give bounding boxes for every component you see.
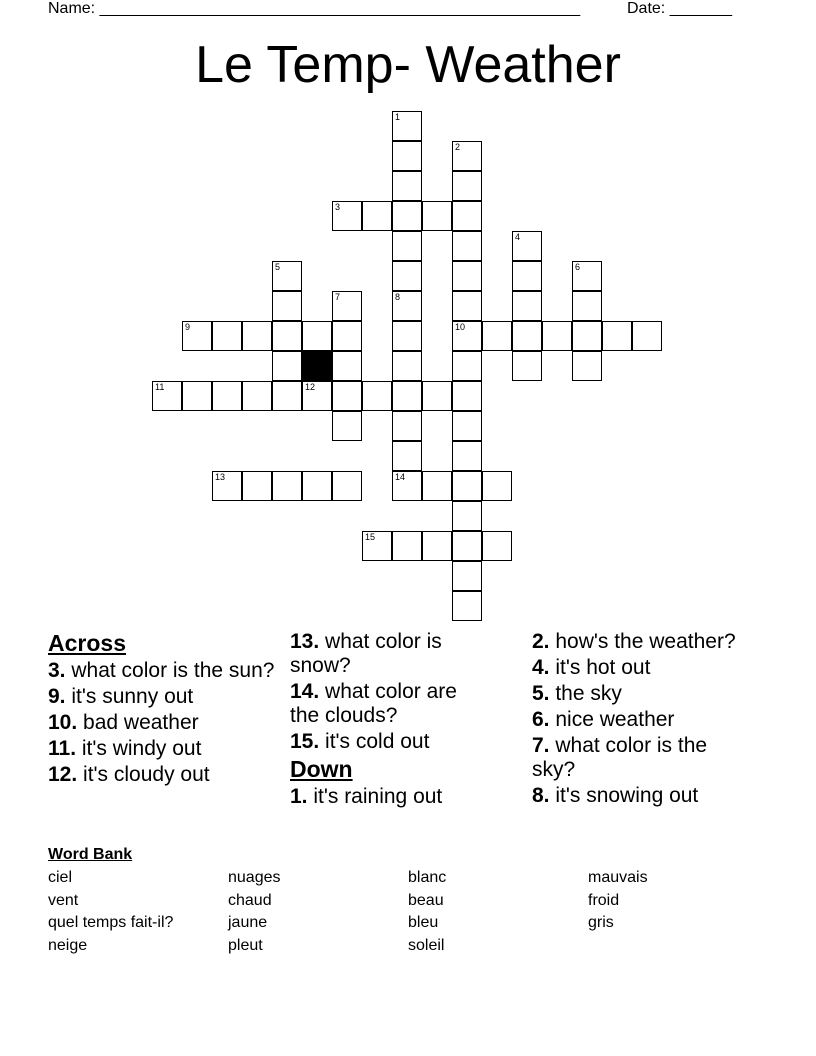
word-bank-word: jaune — [228, 914, 268, 931]
cell-number: 5 — [275, 262, 281, 272]
grid-cell[interactable] — [452, 471, 482, 501]
grid-cell[interactable] — [212, 321, 242, 351]
across-heading: Across — [48, 630, 126, 656]
grid-cell[interactable] — [272, 381, 302, 411]
across-clue-10: 10. bad weather — [48, 711, 199, 734]
name-line: Name: ______________________________________________________ — [48, 0, 581, 17]
grid-cell[interactable] — [212, 471, 242, 501]
word-bank-word: neige — [48, 937, 88, 954]
grid-cell[interactable] — [332, 411, 362, 441]
grid-cell[interactable] — [602, 321, 632, 351]
grid-cell[interactable] — [452, 231, 482, 261]
cell-number: 12 — [305, 382, 316, 392]
word-bank-word: bleu — [408, 914, 439, 931]
down-heading: Down — [290, 756, 353, 782]
page-title: Le Temp- Weather — [195, 36, 621, 94]
grid-cell[interactable] — [392, 381, 422, 411]
word-bank-word: nuages — [228, 869, 281, 886]
grid-cell[interactable] — [242, 471, 272, 501]
grid-cell[interactable] — [272, 351, 302, 381]
word-bank-word: vent — [48, 892, 79, 909]
grid-cell[interactable] — [242, 381, 272, 411]
grid-cell[interactable] — [452, 381, 482, 411]
cell-number: 13 — [215, 472, 226, 482]
grid-cell[interactable] — [302, 381, 332, 411]
across-clue-13: 13. what color is snow? — [290, 630, 442, 677]
grid-cell[interactable] — [182, 321, 212, 351]
grid-cell[interactable] — [452, 411, 482, 441]
grid-cell[interactable] — [272, 471, 302, 501]
down-clue-2: 2. how's the weather? — [532, 630, 736, 653]
grid-cell[interactable] — [452, 351, 482, 381]
cell-number: 15 — [365, 532, 376, 542]
grid-cell[interactable] — [392, 111, 422, 141]
word-bank-word: blanc — [408, 869, 447, 886]
grid-cell[interactable] — [392, 171, 422, 201]
down-clue-5: 5. the sky — [532, 682, 622, 705]
grid-cell[interactable] — [482, 531, 512, 561]
grid-cell[interactable] — [302, 321, 332, 351]
cell-number: 14 — [395, 472, 406, 482]
grid-cell[interactable] — [272, 291, 302, 321]
grid-cell[interactable] — [212, 381, 242, 411]
grid-cell[interactable] — [452, 591, 482, 621]
grid-cell[interactable] — [452, 171, 482, 201]
grid-cell[interactable] — [272, 261, 302, 291]
grid-cell[interactable] — [392, 261, 422, 291]
grid-cell[interactable] — [572, 261, 602, 291]
cell-number: 6 — [575, 262, 581, 272]
date-line: Date: _______ — [627, 0, 732, 17]
across-clue-11: 11. it's windy out — [48, 737, 202, 760]
across-clue-15: 15. it's cold out — [290, 730, 430, 753]
grid-cell[interactable] — [452, 561, 482, 591]
down-clue-6: 6. nice weather — [532, 708, 675, 731]
clue-column-3 — [532, 630, 752, 810]
grid-cell[interactable] — [482, 321, 512, 351]
grid-cell[interactable] — [452, 531, 482, 561]
grid-cell[interactable] — [362, 531, 392, 561]
grid-block — [302, 351, 332, 381]
grid-cell[interactable] — [452, 321, 482, 351]
down-clue-7: 7. what color is the sky? — [532, 734, 708, 781]
word-bank-word: ciel — [48, 869, 73, 886]
grid-cell[interactable] — [482, 471, 512, 501]
grid-cell[interactable] — [272, 321, 302, 351]
word-bank-word: chaud — [228, 892, 272, 909]
word-bank-title: Word Bank — [48, 846, 133, 863]
grid-cell[interactable] — [392, 471, 422, 501]
grid-cell[interactable] — [302, 471, 332, 501]
grid-cell[interactable] — [332, 351, 362, 381]
cell-number: 2 — [455, 142, 461, 152]
cell-number: 3 — [335, 202, 341, 212]
cell-number: 7 — [335, 292, 341, 302]
grid-cell[interactable] — [362, 201, 392, 231]
word-bank-word: gris — [588, 914, 614, 931]
grid-cell[interactable] — [422, 381, 452, 411]
cell-number: 1 — [395, 112, 401, 122]
grid-cell[interactable] — [512, 351, 542, 381]
across-clue-14: 14. what color are the clouds? — [290, 680, 457, 727]
grid-cell[interactable] — [392, 321, 422, 351]
grid-cell[interactable] — [332, 471, 362, 501]
grid-cell[interactable] — [422, 531, 452, 561]
grid-cell[interactable] — [392, 291, 422, 321]
grid-cell[interactable] — [512, 231, 542, 261]
grid-cell[interactable] — [572, 321, 602, 351]
grid-cell[interactable] — [452, 201, 482, 231]
grid-cell[interactable] — [392, 351, 422, 381]
clue-column-1 — [48, 630, 288, 789]
grid-cell[interactable] — [362, 381, 392, 411]
grid-cell[interactable] — [332, 381, 362, 411]
across-clue-3: 3. what color is the sun? — [48, 659, 275, 682]
grid-cell[interactable] — [542, 321, 572, 351]
grid-cell[interactable] — [452, 141, 482, 171]
down-clue-8: 8. it's snowing out — [532, 784, 699, 807]
grid-cell[interactable] — [392, 441, 422, 471]
grid-cell[interactable] — [512, 261, 542, 291]
cell-number: 4 — [515, 232, 521, 242]
word-bank-word: mauvais — [588, 869, 648, 886]
word-bank-word: pleut — [228, 937, 263, 954]
grid-cell[interactable] — [452, 291, 482, 321]
grid-cell[interactable] — [392, 531, 422, 561]
clue-column-2 — [290, 630, 490, 811]
grid-cell[interactable] — [392, 411, 422, 441]
grid-cell[interactable] — [182, 381, 212, 411]
grid-cell[interactable] — [392, 201, 422, 231]
grid-cell[interactable] — [572, 291, 602, 321]
word-bank-word: soleil — [408, 937, 445, 954]
cell-number: 10 — [455, 322, 466, 332]
grid-cell[interactable] — [512, 291, 542, 321]
grid-cell[interactable] — [452, 261, 482, 291]
cell-number: 8 — [395, 292, 401, 302]
across-clue-9: 9. it's sunny out — [48, 685, 194, 708]
grid-cell[interactable] — [392, 141, 422, 171]
word-bank-word: froid — [588, 892, 620, 909]
grid-cell[interactable] — [572, 351, 602, 381]
down-clue-1: 1. it's raining out — [290, 785, 443, 808]
grid-cell[interactable] — [452, 441, 482, 471]
grid-cell[interactable] — [152, 381, 182, 411]
across-clue-12: 12. it's cloudy out — [48, 763, 210, 786]
word-bank-word: beau — [408, 892, 444, 909]
grid-cell[interactable] — [512, 321, 542, 351]
cell-number: 11 — [155, 382, 165, 392]
grid-cell[interactable] — [332, 201, 362, 231]
grid-cell[interactable] — [452, 501, 482, 531]
grid-cell[interactable] — [392, 231, 422, 261]
grid-cell[interactable] — [332, 291, 362, 321]
grid-cell[interactable] — [242, 321, 272, 351]
word-bank-word: quel temps fait-il? — [48, 914, 174, 931]
cell-number: 9 — [185, 322, 191, 332]
grid-cell[interactable] — [332, 321, 362, 351]
grid-cell[interactable] — [632, 321, 662, 351]
down-clue-4: 4. it's hot out — [532, 656, 651, 679]
grid-cell[interactable] — [422, 201, 452, 231]
grid-cell[interactable] — [422, 471, 452, 501]
